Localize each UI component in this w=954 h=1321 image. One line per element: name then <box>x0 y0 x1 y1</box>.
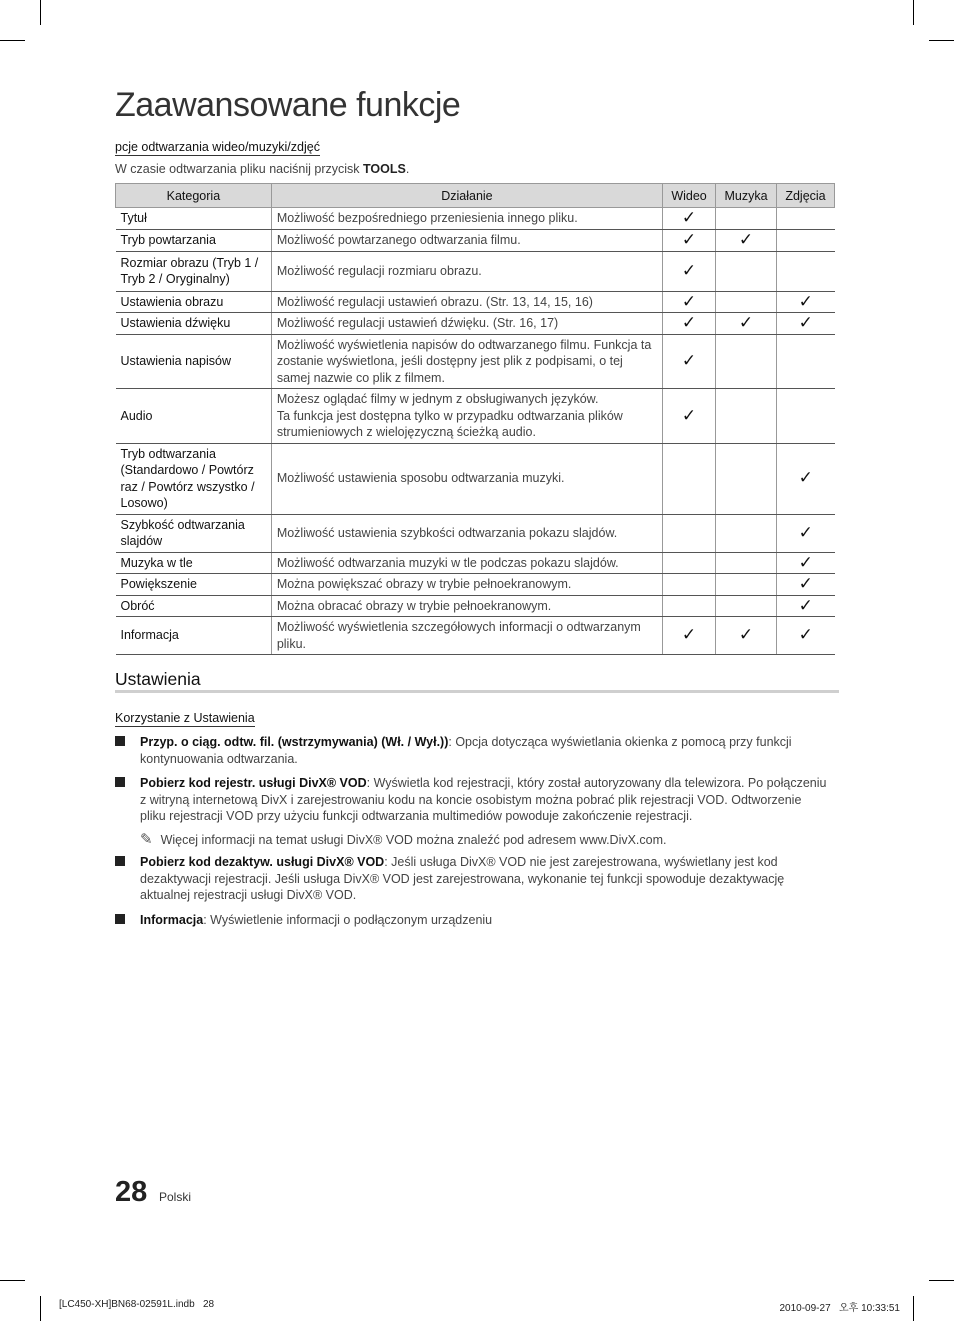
table-row <box>116 443 835 514</box>
check-music-cell <box>716 230 777 252</box>
check-music-cell <box>716 334 777 389</box>
row-category: Tryb odtwarzania (Standardowo / Powtórz raz / Powtórz wszystko / Losowo) <box>116 443 272 514</box>
crop-mark <box>913 0 914 25</box>
check-music-cell <box>716 617 777 655</box>
check-video-cell <box>663 334 716 389</box>
check-video-cell <box>663 595 716 617</box>
check-photo-cell <box>776 251 834 291</box>
table-row <box>116 334 835 389</box>
options-intro <box>115 162 409 176</box>
check-music-cell <box>716 595 777 617</box>
settings-heading: Ustawienia <box>115 669 201 689</box>
check-photo-cell <box>776 443 834 514</box>
bullet-text: : Wyświetlenie informacji o podłączonym urządzeniu <box>203 913 493 927</box>
check-music-cell <box>716 514 777 552</box>
list-item <box>115 775 830 825</box>
check-photo-cell <box>776 230 834 252</box>
check-photo-cell <box>776 334 834 389</box>
row-category: Ustawienia dźwięku <box>116 313 272 335</box>
row-category: Szybkość odtwarzania slajdów <box>116 514 272 552</box>
crop-mark <box>40 1296 41 1321</box>
row-category: Tytuł <box>116 208 272 230</box>
page-title: Zaawansowane funkcje <box>115 86 461 124</box>
crop-mark <box>929 40 954 41</box>
check-icon: ✓ <box>681 351 697 370</box>
table-row <box>116 514 835 552</box>
check-photo-cell <box>776 574 834 596</box>
row-action: Można obracać obrazy w trybie pełnoekranowym. <box>271 595 662 617</box>
check-video-cell <box>663 313 716 335</box>
section-divider <box>115 690 839 693</box>
table-row <box>116 552 835 574</box>
row-category: Powiększenie <box>116 574 272 596</box>
row-action: Można powiększać obrazy w trybie pełnoekranowym. <box>271 574 662 596</box>
check-photo-cell <box>776 617 834 655</box>
row-action: Możliwość regulacji ustawień obrazu. (Str. 13, 14, 15, 16) <box>271 291 662 313</box>
row-category: Ustawienia obrazu <box>116 291 272 313</box>
bullet-label: Pobierz kod rejestr. usługi DivX® VOD <box>140 776 367 790</box>
crop-mark <box>0 40 25 41</box>
row-action: Możliwość regulacji rozmiaru obrazu. <box>271 251 662 291</box>
check-video-cell <box>663 230 716 252</box>
bullet-text: : Wyświetla kod rejestracji, który został autoryzowany dla telewizora. Po połączeniu z witryną internetową DivX i zarejestrowaniu kodu na koncie osobistym można pobrać plik rejestracji VOD. Odtworzenie pliku rejestracji VOD przy użyciu funkcji odtwarzania multimediów powoduje zakończenie rejestracji. <box>140 776 827 823</box>
check-icon: ✓ <box>681 625 697 645</box>
check-video-cell <box>663 208 716 230</box>
row-category: Tryb powtarzania <box>116 230 272 252</box>
header-category: Kategoria <box>116 184 272 208</box>
check-photo-cell <box>776 389 834 444</box>
intro-text: W czasie odtwarzania pliku naciśnij przycisk <box>115 162 364 176</box>
check-music-cell <box>716 251 777 291</box>
row-action: Możliwość odtwarzania muzyki w tle podczas pokazu slajdów. <box>271 552 662 574</box>
check-photo-cell <box>776 552 834 574</box>
bullet-label: Pobierz kod dezaktyw. usługi DivX® VOD <box>140 855 385 869</box>
row-category: Audio <box>116 389 272 444</box>
table-row <box>116 389 835 444</box>
bullet-square-icon <box>115 777 125 787</box>
check-icon: ✓ <box>798 625 813 645</box>
row-action: Możesz oglądać filmy w jednym z obsługiwanych języków. Ta funkcja jest dostępna tylko w przypadku odtwarzania plików strumieniowych z wielojęzyczną ścieżką audio. <box>271 389 662 444</box>
row-category: Informacja <box>116 617 272 655</box>
row-action: Możliwość ustawienia szybkości odtwarzania pokazu slajdów. <box>271 514 662 552</box>
check-video-cell <box>663 574 716 596</box>
check-music-cell <box>716 574 777 596</box>
row-action: Możliwość regulacji ustawień dźwięku. (Str. 16, 17) <box>271 313 662 335</box>
row-action: Możliwość powtarzanego odtwarzania filmu. <box>271 230 662 252</box>
table-row <box>116 251 835 291</box>
page-language: Polski <box>159 1190 192 1204</box>
check-music-cell <box>716 443 777 514</box>
check-icon: ✓ <box>681 405 697 425</box>
check-photo-cell <box>776 595 834 617</box>
check-icon: ✓ <box>681 230 697 249</box>
table-row <box>116 617 835 655</box>
pencil-note-icon: ✎ <box>140 831 153 848</box>
check-photo-cell <box>776 208 834 230</box>
print-timestamp: 2010-09-27 오후 10:33:51 <box>779 1303 900 1314</box>
usage-heading: Korzystanie z Ustawienia <box>115 711 255 725</box>
table-row <box>116 595 835 617</box>
check-icon: ✓ <box>798 313 813 332</box>
crop-mark <box>913 1296 914 1321</box>
check-icon: ✓ <box>798 468 813 488</box>
header-action: Działanie <box>271 184 662 208</box>
check-icon: ✓ <box>738 625 754 645</box>
options-heading: pcje odtwarzania wideo/muzyki/zdjęć <box>115 140 320 154</box>
table-row <box>116 208 835 230</box>
crop-mark <box>40 0 41 25</box>
header-video: Wideo <box>663 184 716 208</box>
crop-mark <box>929 1280 954 1281</box>
check-icon: ✓ <box>798 522 813 542</box>
check-video-cell <box>663 291 716 313</box>
check-icon: ✓ <box>798 574 813 593</box>
check-music-cell <box>716 208 777 230</box>
options-table <box>115 183 835 655</box>
check-photo-cell <box>776 514 834 552</box>
row-action: Możliwość wyświetlenia napisów do odtwarzanego filmu. Funkcja ta zostanie wyświetlona, jeśli dostępny jest plik z podpisami, o tej samej nazwie co plik z filmem. <box>271 334 662 389</box>
bullet-square-icon <box>115 856 125 866</box>
check-icon: ✓ <box>681 313 697 332</box>
row-action: Możliwość bezpośredniego przeniesienia innego pliku. <box>271 208 662 230</box>
table-body <box>116 208 835 655</box>
header-music: Muzyka <box>716 184 777 208</box>
row-category: Muzyka w tle <box>116 552 272 574</box>
page-number: 28 <box>115 1176 148 1208</box>
bullet-square-icon <box>115 736 125 746</box>
tools-key: TOOLS <box>363 162 406 176</box>
bullet-square-icon <box>115 914 125 924</box>
check-photo-cell <box>776 291 834 313</box>
list-item <box>115 854 830 904</box>
row-action: Możliwość wyświetlenia szczegółowych informacji o odtwarzanym pliku. <box>271 617 662 655</box>
row-category: Obróć <box>116 595 272 617</box>
bullet-text: : Opcja dotycząca wyświetlania okienka z pomocą przy funkcji kontynuowania odtwarzania. <box>140 735 792 766</box>
check-music-cell <box>716 313 777 335</box>
check-icon: ✓ <box>681 260 697 280</box>
check-music-cell <box>716 552 777 574</box>
check-icon: ✓ <box>681 208 697 228</box>
header-photo: Zdjęcia <box>776 184 834 208</box>
check-icon: ✓ <box>798 595 813 615</box>
list-item <box>115 734 830 767</box>
bullet-label: Informacja <box>140 913 204 927</box>
row-action: Możliwość ustawienia sposobu odtwarzania muzyki. <box>271 443 662 514</box>
check-icon: ✓ <box>681 291 697 311</box>
check-photo-cell <box>776 313 834 335</box>
check-video-cell <box>663 443 716 514</box>
row-category: Rozmiar obrazu (Tryb 1 / Tryb 2 / Oryginalny) <box>116 251 272 291</box>
list-item <box>115 912 830 929</box>
table-row <box>116 313 835 335</box>
table-header-row <box>116 184 835 208</box>
check-video-cell <box>663 617 716 655</box>
note <box>140 830 667 848</box>
table-row <box>116 291 835 313</box>
table-row <box>116 230 835 252</box>
check-icon: ✓ <box>738 230 754 249</box>
check-music-cell <box>716 389 777 444</box>
check-icon: ✓ <box>798 291 813 311</box>
row-category: Ustawienia napisów <box>116 334 272 389</box>
check-icon: ✓ <box>798 552 813 572</box>
check-video-cell <box>663 552 716 574</box>
bullet-label: Przyp. o ciąg. odtw. fil. (wstrzymywania) (Wł. / Wył.)) <box>140 735 449 749</box>
intro-end: . <box>405 162 410 176</box>
check-video-cell <box>663 251 716 291</box>
check-video-cell <box>663 389 716 444</box>
bullet-text: : Jeśli usługa DivX® VOD nie jest zarejestrowana, wyświetlany jest kod dezaktywacji rejestracji. Jeśli usługa DivX® VOD jest zarejestrowana, wykonanie tej funkcji spowoduje dezaktywację aktualnej rejestracji usługi DivX® VOD. <box>140 855 785 902</box>
check-music-cell <box>716 291 777 313</box>
table-row <box>116 574 835 596</box>
crop-mark <box>0 1280 25 1281</box>
check-video-cell <box>663 514 716 552</box>
check-icon: ✓ <box>738 313 754 332</box>
note-text: Więcej informacji na temat usługi DivX® VOD można znaleźć pod adresem www.DivX.com. <box>160 833 667 847</box>
file-info: [LC450-XH]BN68-02591L.indb 28 <box>59 1299 215 1310</box>
